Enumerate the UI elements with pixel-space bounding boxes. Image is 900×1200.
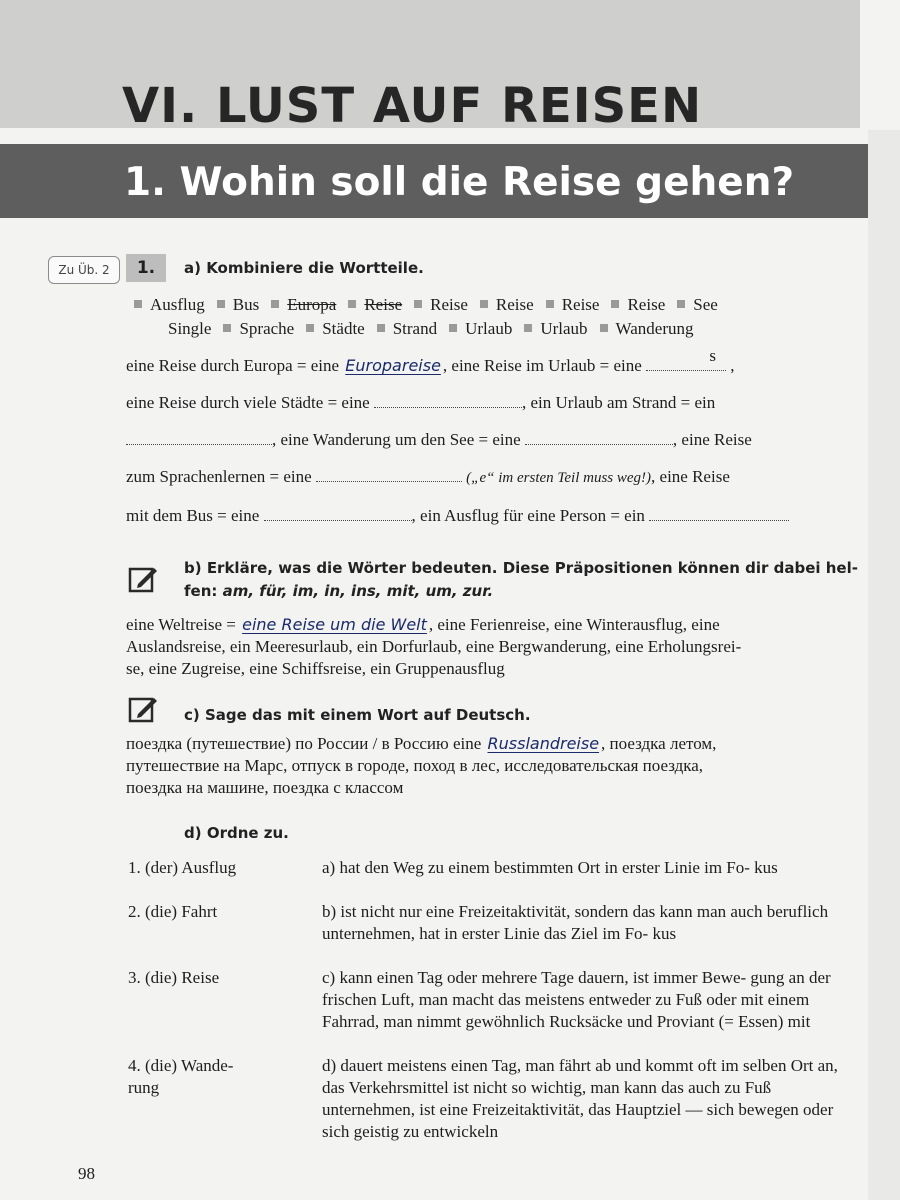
blank-field[interactable] bbox=[374, 394, 522, 408]
word-bank-word: Europa bbox=[287, 295, 337, 314]
match-row bbox=[128, 901, 868, 967]
match-term: 2. (die) Fahrt bbox=[128, 902, 218, 921]
task-b-line-3: se, eine Zugreise, eine Schiffsreise, ein Gruppenausflug bbox=[126, 659, 505, 678]
pencil-icon bbox=[128, 564, 158, 594]
match-definition: a) hat den Weg zu einem bestimmten Ort in erster Linie im Fo- kus bbox=[322, 858, 778, 877]
match-term: 3. (die) Reise bbox=[128, 968, 220, 987]
word-bank-word: Reise bbox=[561, 295, 600, 314]
word-bank-item bbox=[223, 317, 294, 341]
bullet-square-icon bbox=[377, 324, 385, 332]
word-bank-item bbox=[611, 293, 665, 317]
pencil-icon bbox=[128, 694, 158, 724]
word-bank-item bbox=[306, 317, 365, 341]
word-bank-word: Wanderung bbox=[615, 319, 694, 338]
word-bank-item bbox=[377, 317, 437, 341]
match-row bbox=[128, 857, 868, 901]
page-edge bbox=[868, 130, 900, 1200]
text: , eine Reise im Urlaub = eine bbox=[442, 356, 642, 375]
word-bank-word: Ausflug bbox=[150, 295, 205, 314]
word-bank-item bbox=[168, 317, 211, 341]
word-bank-item bbox=[449, 317, 512, 341]
word-bank-word: Urlaub bbox=[540, 319, 588, 338]
bullet-square-icon bbox=[217, 300, 225, 308]
word-bank-item bbox=[600, 317, 694, 341]
exercise-number: 1. bbox=[126, 254, 166, 282]
word-bank-item bbox=[348, 293, 402, 317]
hint-note: („e“ im ersten Teil muss weg!) bbox=[466, 470, 652, 486]
match-definition: b) ist nicht nur eine Freizeitaktivität, sondern das kann man auch beruflich unternehmen, hat in erster Linie das Ziel im Fo- kus bbox=[322, 902, 829, 943]
word-bank-item bbox=[271, 293, 336, 317]
word-bank-item bbox=[414, 293, 468, 317]
word-bank-row-1 bbox=[134, 293, 874, 317]
word-bank-item bbox=[677, 293, 718, 317]
task-a-line-5 bbox=[126, 497, 866, 534]
lesson-title: 1. Wohin soll die Reise gehen? bbox=[124, 160, 795, 205]
match-term: 1. (der) Ausflug bbox=[128, 858, 237, 877]
blank-field[interactable] bbox=[126, 431, 272, 445]
task-c-heading: c) Sage das mit einem Wort auf Deutsch. bbox=[184, 706, 531, 724]
bullet-square-icon bbox=[223, 324, 231, 332]
bullet-square-icon bbox=[414, 300, 422, 308]
word-bank-item bbox=[480, 293, 534, 317]
match-row bbox=[128, 967, 868, 1055]
blank-hint: s bbox=[709, 346, 717, 365]
text: , поездка летом, bbox=[601, 734, 717, 753]
prepositions: am, für, im, in, ins, mit, um, zur. bbox=[222, 582, 494, 600]
match-term: 4. (die) Wande- rung bbox=[128, 1056, 234, 1097]
word-bank-word: Strand bbox=[392, 319, 438, 338]
task-a-heading: a) Kombiniere die Wortteile. bbox=[184, 259, 424, 277]
task-a-line-4 bbox=[126, 458, 866, 497]
word-bank-word: Bus bbox=[232, 295, 260, 314]
text: eine Weltreise = bbox=[126, 615, 236, 634]
text: fen: bbox=[184, 582, 218, 600]
word-bank-word: Single bbox=[168, 319, 212, 338]
word-bank-word: Reise bbox=[495, 295, 534, 314]
bullet-square-icon bbox=[449, 324, 457, 332]
task-b-heading-line-1: b) Erkläre, was die Wörter bedeuten. Diese Präpositionen können dir dabei hel- bbox=[184, 559, 858, 577]
bullet-square-icon bbox=[480, 300, 488, 308]
word-bank-word: Reise bbox=[364, 295, 403, 314]
match-row bbox=[128, 1055, 868, 1143]
text: , eine Reise bbox=[672, 430, 752, 449]
bullet-square-icon bbox=[611, 300, 619, 308]
text: eine Reise durch Europa = eine bbox=[126, 356, 340, 375]
blank-field[interactable] bbox=[264, 507, 412, 521]
word-bank-word: Reise bbox=[430, 295, 468, 314]
match-definition: d) dauert meistens einen Tag, man fährt ab und kommt oft im selben Ort an, das Verkehrsmittel ist nicht so wichtig, man kann das auch zu Fuß unternehmen, ist eine Freizeitaktivität, das Hauptziel — sich bewegen oder sich geistig zu entwickeln bbox=[322, 1056, 838, 1141]
text: , eine Wanderung um den See = eine bbox=[272, 430, 521, 449]
word-bank-word: Städte bbox=[322, 319, 365, 338]
text: zum Sprachenlernen = eine bbox=[126, 467, 312, 486]
bullet-square-icon bbox=[677, 300, 685, 308]
word-bank-word: Reise bbox=[627, 295, 666, 314]
bullet-square-icon bbox=[524, 324, 532, 332]
bullet-square-icon bbox=[546, 300, 554, 308]
task-c-text bbox=[126, 733, 866, 799]
text: eine Reise durch viele Städte = eine bbox=[126, 393, 370, 412]
handwritten-answer: Europareise bbox=[345, 356, 441, 375]
task-c-line-1 bbox=[126, 733, 866, 755]
task-a-text bbox=[126, 347, 866, 534]
text: mit dem Bus = eine bbox=[126, 506, 260, 525]
page-number: 98 bbox=[78, 1164, 95, 1183]
bullet-square-icon bbox=[600, 324, 608, 332]
bullet-square-icon bbox=[134, 300, 142, 308]
word-bank-word: Urlaub bbox=[465, 319, 513, 338]
blank-field[interactable] bbox=[316, 468, 462, 482]
text: , eine Ferienreise, eine Winterausflug, eine bbox=[428, 615, 720, 634]
task-b-text bbox=[126, 614, 866, 680]
text: поездка (путешествие) по России / в Россию eine bbox=[126, 734, 482, 753]
word-bank-word: Sprache bbox=[239, 319, 295, 338]
handwritten-answer: eine Reise um die Welt bbox=[242, 615, 427, 634]
blank-field[interactable] bbox=[646, 346, 726, 371]
word-bank-item bbox=[217, 293, 259, 317]
task-b-heading bbox=[184, 557, 864, 603]
task-c-line-2: путешествие на Марс, отпуск в городе, поход в лес, исследовательская поездка, bbox=[126, 756, 704, 775]
word-bank bbox=[134, 293, 874, 341]
task-b-line-1 bbox=[126, 614, 866, 636]
blank-field[interactable] bbox=[649, 507, 789, 521]
task-a-line-1: eine Reise durch Europa = eine Europareise , eine Reise im Urlaub = eine s , bbox=[126, 347, 866, 384]
match-definition: c) kann einen Tag oder mehrere Tage dauern, ist immer Bewe- gung an der frischen Luft, man macht das meistens entweder zu Fuß oder mit einem Fahrrad, man nimmt gewöhnlich Rucksäcke und Proviant (= Essen) mit bbox=[322, 968, 831, 1031]
task-a-line-2 bbox=[126, 384, 866, 421]
bullet-square-icon bbox=[306, 324, 314, 332]
blank-field[interactable] bbox=[525, 431, 673, 445]
task-a-line-3 bbox=[126, 421, 866, 458]
task-c-line-3: поездка на машине, поездка с классом bbox=[126, 778, 404, 797]
task-d-heading: d) Ordne zu. bbox=[184, 824, 289, 842]
word-bank-row-2 bbox=[134, 317, 874, 341]
word-bank-item bbox=[134, 293, 205, 317]
task-b-line-2: Auslandsreise, ein Meeresurlaub, ein Dorfurlaub, eine Bergwanderung, eine Erholungsrei- bbox=[126, 637, 742, 656]
text: , ein Urlaub am Strand = ein bbox=[521, 393, 716, 412]
task-b-heading-line-2 bbox=[184, 580, 864, 603]
bullet-square-icon bbox=[348, 300, 356, 308]
text: , eine Reise bbox=[651, 467, 730, 486]
bullet-square-icon bbox=[271, 300, 279, 308]
reference-tag: Zu Üb. 2 bbox=[48, 256, 120, 284]
word-bank-item bbox=[524, 317, 587, 341]
word-bank-item bbox=[546, 293, 600, 317]
text: , ein Ausflug für eine Person = ein bbox=[411, 506, 645, 525]
word-bank-word: See bbox=[693, 295, 718, 314]
chapter-title: VI. LUST AUF REISEN bbox=[122, 78, 703, 134]
handwritten-answer: Russlandreise bbox=[487, 734, 600, 753]
